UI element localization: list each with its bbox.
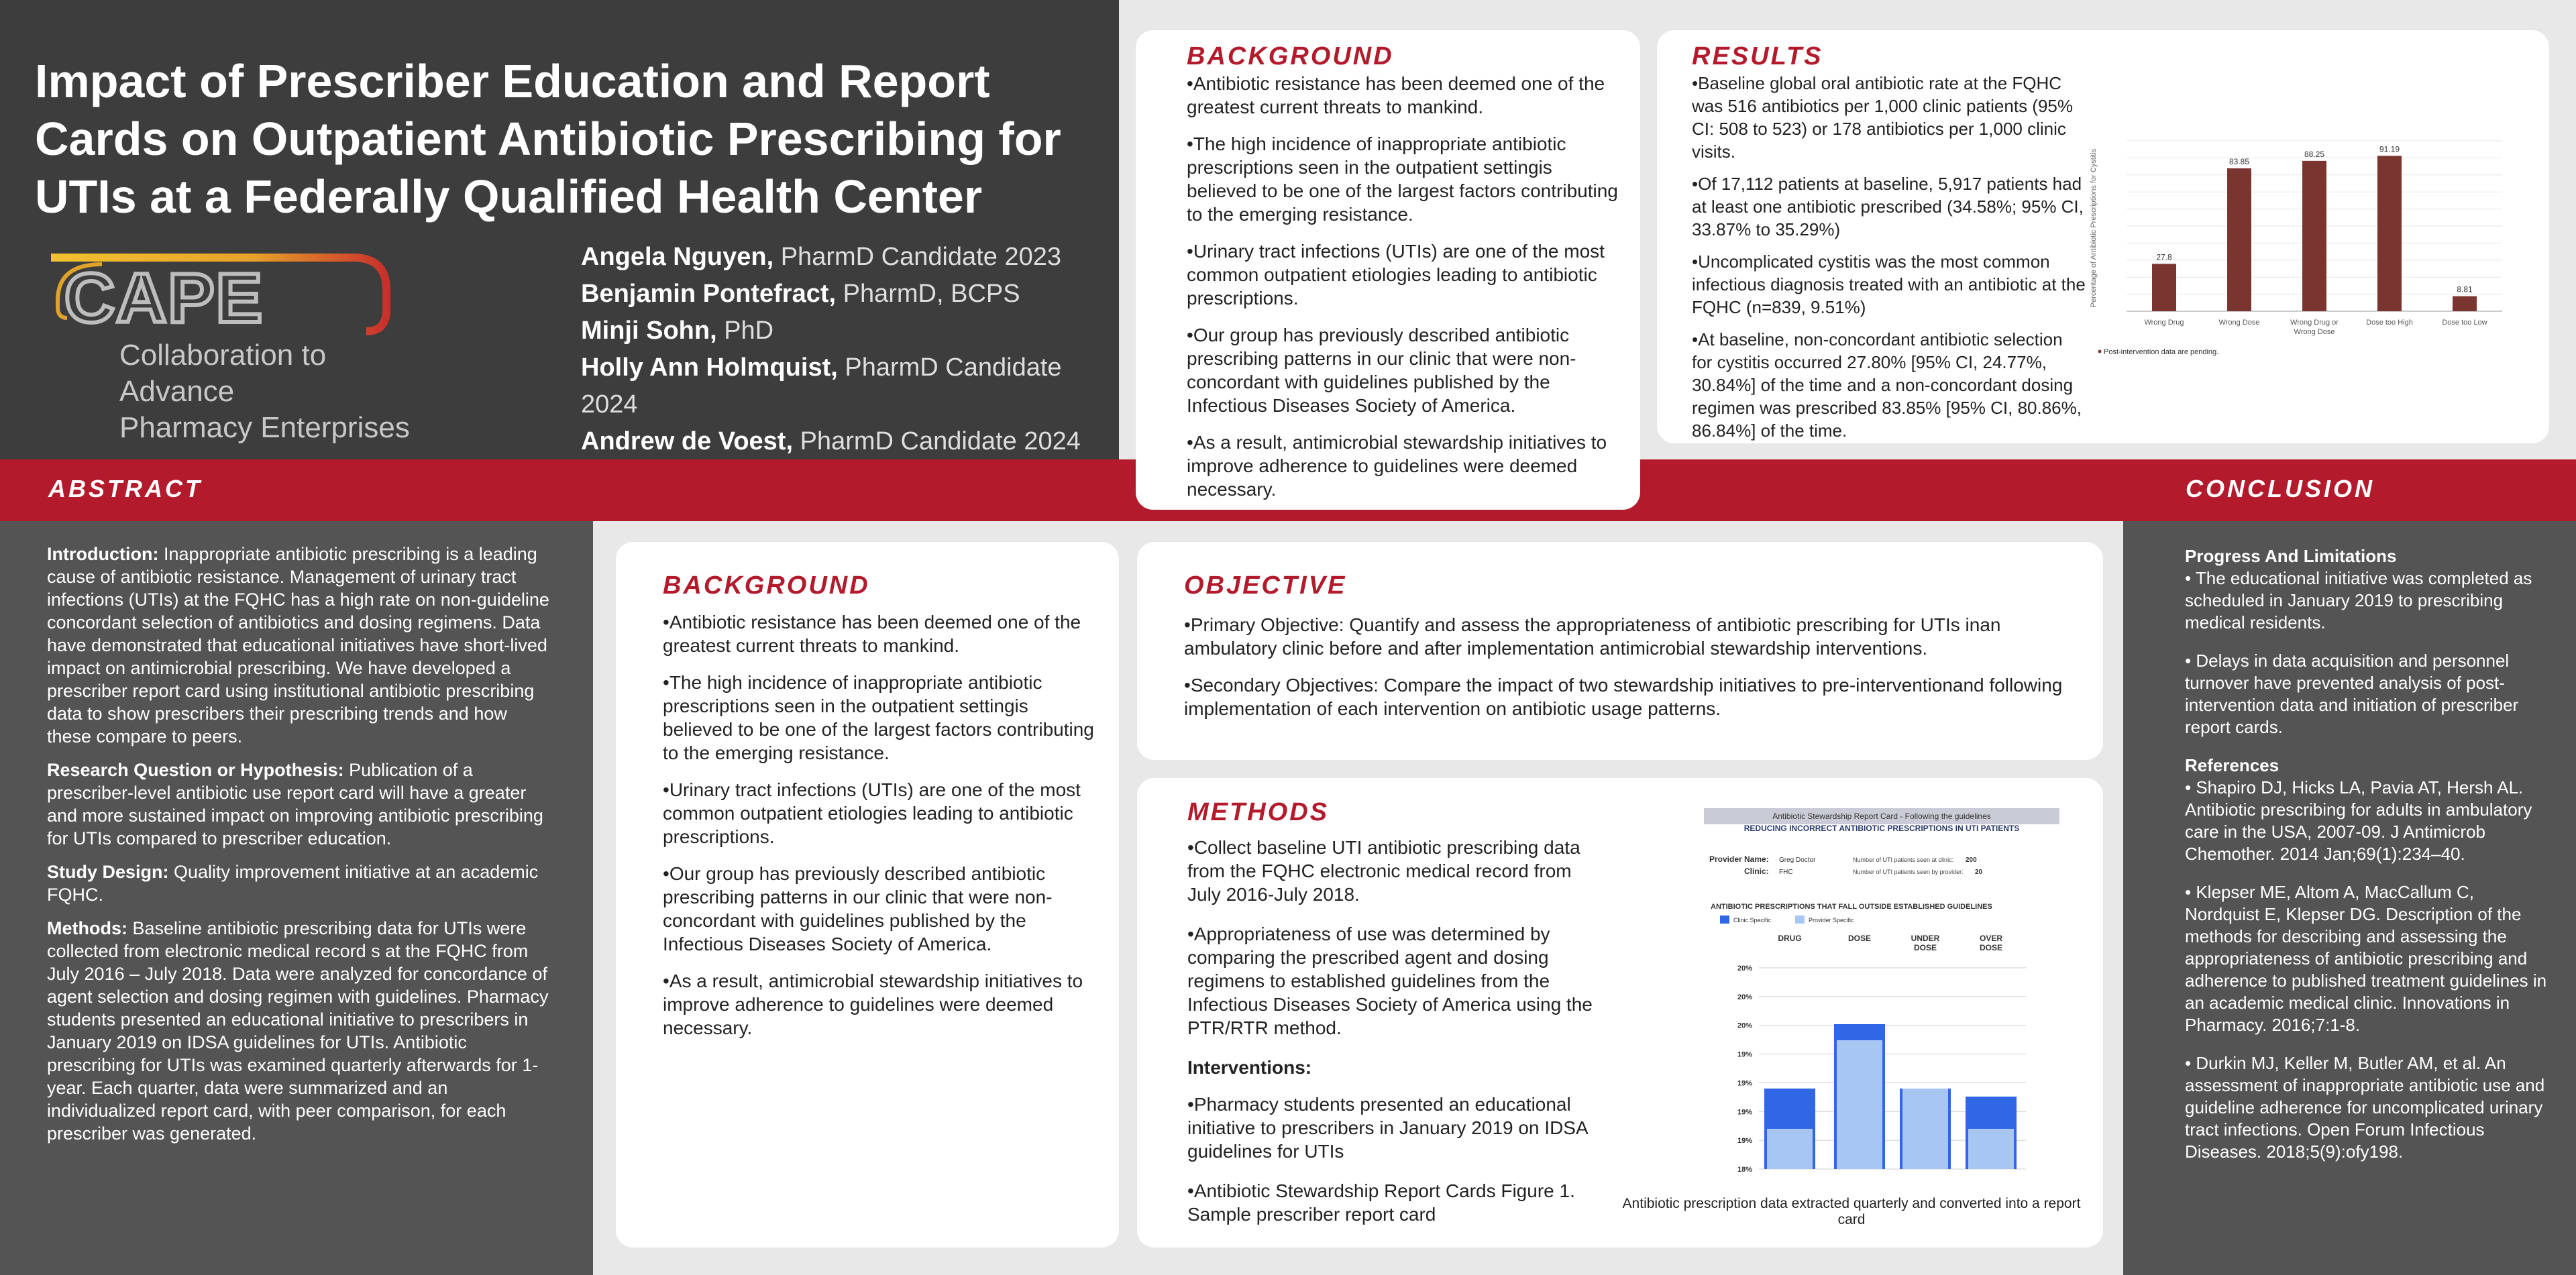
logo-subtitle-line1: Collaboration to Advance (119, 339, 327, 408)
chart-note: Post-intervention data are pending. (2104, 348, 2219, 356)
abstract-study-design: Study Design: Quality improvement initiative at an academic FQHC. (47, 862, 539, 905)
intervention-item: • Pharmacy students presented an educational initiative to prescribers in January 2019 on IDSA guidelines for UTIs (1187, 1093, 1610, 1163)
objective-list (1184, 613, 2076, 720)
col-drug: DRUG (1778, 934, 1802, 943)
author: Andrew de Voest, PharmD Candidate 2024 (581, 427, 1081, 455)
stat1-value: 200 (1966, 856, 1977, 864)
x-tick-label: Dose too Low (2442, 319, 2487, 327)
abstract-research-question: Research Question or Hypothesis: Publication of a prescriber-level antibiotic use report card will have a greater and more sustained impact on improving antibiotic prescribing for UTIs compared to prescriber education. (47, 760, 543, 848)
objective-heading: OBJECTIVE (1184, 571, 1347, 600)
bar (2227, 168, 2251, 311)
results-item: • Of 17,112 patients at baseline, 5,917 patients had at least one antibiotic prescribed (34.58%; 95% CI, 33.87% to 35.29%) (1692, 172, 2088, 241)
conclusion-panel (2123, 521, 2576, 1275)
intervention-item: • Antibiotic Stewardship Report Cards Figure 1. Sample prescriber report card (1187, 1179, 1610, 1226)
data-label: 91.19 (2379, 144, 2400, 154)
data-label: 88.25 (2304, 149, 2325, 159)
background-list (663, 610, 1099, 1040)
bar (2302, 161, 2326, 311)
provider-bar (1968, 1129, 2014, 1169)
data-label: 83.85 (2229, 157, 2250, 167)
abstract-methods: Methods: Baseline antibiotic prescribing data for UTIs were collected from electronic medical record s at the FQHC from July 2016 – July 2018. Data were analyzed for concordance of agent selection and dosing regimen with guidelines. Pharmacy students presented an educational initiative to prescribers in January 2019 on IDSA guidelines for UTIs. Antibiotic prescribing for UTIs was examined quarterly afterwards for 1-year. Each quarter, data were summarized and an individualized report card, with peer comparison, for each prescriber was generated. (47, 918, 549, 1144)
x-tick-label: Wrong Drug (2144, 319, 2184, 327)
author-list (581, 239, 1118, 460)
progress-heading: Progress And Limitations (2185, 546, 2397, 566)
results-item: • Baseline global oral antibiotic rate at the FQHC was 516 antibiotics per 1,000 clinic patients (95% CI: 508 to 523) or 178 antibiotics per 1,000 clinic visits. (1692, 72, 2088, 163)
note-bullet (2098, 350, 2102, 353)
interventions-list (1187, 1093, 1610, 1226)
data-label: 27.8 (2156, 252, 2172, 262)
background-item: • The high incidence of inappropriate antibiotic prescriptions seen in the outpatient settingis believed to be one of the largest factors contributing to the emerging resistance. (1187, 132, 1620, 226)
report-card-header: Antibiotic Stewardship Report Card - Following the guidelines (1772, 812, 1991, 821)
background-item: • Antibiotic resistance has been deemed one of the greatest current threats to mankind. (1187, 72, 1620, 119)
report-card-caption: Antibiotic prescription data extracted quarterly and converted into a report card (1622, 1196, 2081, 1227)
references-heading: References (2185, 755, 2279, 775)
background-item: • Our group has previously described antibiotic prescribing patterns in our clinic that were non-concordant with guidelines published by the Infectious Diseases Society of America. (1187, 323, 1620, 417)
background-item: • Urinary tract infections (UTIs) are one of the most common outpatient etiologies leading to antibiotic prescriptions. (663, 778, 1099, 848)
author: Angela Nguyen, PharmD Candidate 2023 (581, 243, 1061, 271)
objective-item: • Primary Objective: Quantify and assess the appropriateness of antibiotic prescribing for UTIs inan ambulatory clinic before and after implementation antimicrobial stewardship interventions. (1184, 613, 2076, 660)
background-item: • The high incidence of inappropriate antibiotic prescriptions seen in the outpatient settingis believed to be one of the largest factors contributing to the emerging resistance. (663, 671, 1099, 765)
report-chart-title: ANTIBIOTIC PRESCRIPTIONS THAT FALL OUTSIDE ESTABLISHED GUIDELINES (1711, 903, 1992, 911)
logo-subtitle-line2: Pharmacy Enterprises (119, 411, 410, 444)
provider-bar (1902, 1089, 1948, 1169)
x-tick-label: Dose too High (2366, 319, 2413, 327)
abstract-introduction: Introduction: Inappropriate antibiotic prescribing is a leading cause of antibiotic resistance. Management of urinary tract infections (UTIs) at the FQHC has a high rate on non-guideline concordant selection of antibiotics and dosing regimens. Data have demonstrated that educational initiatives have short-lived impact on antimicrobial prescribing. We have developed a prescriber report card using institutional antibiotic prescribing data to show prescribers their prescribing trends and how these compare to peers. (47, 544, 549, 746)
conclusion-item: • The educational initiative was completed as scheduled in January 2019 to prescribing medical residents. (2185, 568, 2532, 632)
background-item: • Urinary tract infections (UTIs) are one of the most common outpatient etiologies leading to antibiotic prescriptions. (1187, 239, 1620, 310)
bar (2152, 264, 2176, 311)
results-bar-chart (2066, 134, 2509, 362)
chart-y-axis-label: Percentage of Antibiotic Prescriptions for Cystitis (2090, 148, 2098, 308)
stat1-label: Number of UTI patients seen at clinic: (1853, 856, 1954, 863)
y-tick-label: 20% (1737, 993, 1752, 1001)
methods-heading: METHODS (1187, 798, 1329, 826)
abstract-heading: ABSTRACT (48, 475, 203, 502)
y-tick-label: 19% (1737, 1050, 1752, 1059)
background-card-top (1136, 30, 1640, 510)
background-item: • As a result, antimicrobial stewardship initiatives to improve adherence to guidelines were deemed necessary. (1187, 431, 1620, 501)
methods-list (1187, 836, 1610, 1040)
y-tick-label: 20% (1737, 964, 1752, 973)
background-item: • Antibiotic resistance has been deemed one of the greatest current threats to mankind. (663, 610, 1099, 657)
bar (2377, 156, 2402, 311)
legend-clinic-swatch (1720, 916, 1729, 924)
col-over: OVER (1979, 934, 2003, 943)
background-card-bottom (616, 542, 1119, 1248)
data-label: 8.81 (2457, 284, 2473, 294)
col-under-2: DOSE (1913, 943, 1937, 952)
results-list (1692, 72, 2088, 442)
report-card-subheader: REDUCING INCORRECT ANTIBIOTIC PRESCRIPTIONS IN UTI PATIENTS (1743, 824, 2020, 833)
interventions-heading: Interventions: (1187, 1057, 1312, 1078)
y-tick-label: 19% (1737, 1137, 1752, 1146)
y-tick-label: 19% (1737, 1108, 1752, 1117)
provider-bar (1837, 1040, 1882, 1169)
clinic-value: FHC (1779, 869, 1793, 876)
background-heading: BACKGROUND (663, 571, 870, 600)
provider-label: Provider Name: (1709, 854, 1769, 864)
objective-item: • Secondary Objectives: Compare the impact of two stewardship initiatives to pre-interventionand following implementation of each intervention on antibiotic usage patterns. (1184, 673, 2076, 720)
col-under: UNDER (1911, 934, 1940, 943)
provider-bar (1767, 1129, 1813, 1169)
report-card-figure (1704, 808, 2059, 1180)
stat2-label: Number of UTI patients seen by provider: (1853, 869, 1964, 875)
author: Benjamin Pontefract, PharmD, BCPS (581, 280, 1020, 308)
col-dose: DOSE (1847, 934, 1872, 943)
legend-provider-label: Provider Specific (1809, 917, 1854, 924)
results-heading: RESULTS (1692, 42, 1823, 70)
x-tick-label: Wrong Drug or Wrong Dose (2290, 319, 2339, 336)
logo-word: CAPE (64, 260, 264, 337)
conclusion-heading: CONCLUSION (2186, 475, 2375, 502)
reference-item: • Shapiro DJ, Hicks LA, Pavia AT, Hersh AL. Antibiotic prescribing for adults in ambulatory care in the USA, 2007-09. J Antimicrob Chemother. 2014 Jan;69(1):234–40. (2185, 777, 2532, 864)
bar (2453, 296, 2477, 311)
y-tick-label: 19% (1737, 1079, 1752, 1088)
methods-item: • Collect baseline UTI antibiotic prescribing data from the FQHC electronic medical record from July 2016-July 2018. (1187, 836, 1610, 906)
y-tick-label: 20% (1737, 1021, 1752, 1030)
results-item: • Uncomplicated cystitis was the most common infectious diagnosis treated with an antibiotic at the FQHC (n=839, 9.51%) (1692, 250, 2088, 319)
stat2-value: 20 (1975, 869, 1983, 876)
logo-subtitle (119, 337, 441, 446)
author: Holly Ann Holmquist, PharmD Candidate 2024 (581, 353, 1062, 419)
background-heading: BACKGROUND (1187, 42, 1394, 70)
background-list (1187, 72, 1620, 501)
background-item: • As a result, antimicrobial stewardship initiatives to improve adherence to guidelines were deemed necessary. (663, 969, 1099, 1040)
author: Minji Sohn, PhD (581, 317, 774, 345)
background-item: • Our group has previously described antibiotic prescribing patterns in our clinic that were non-concordant with guidelines published by the Infectious Diseases Society of America. (663, 862, 1099, 956)
methods-item: • Appropriateness of use was determined by comparing the prescribed agent and dosing regimens to established guidelines from the Infectious Diseases Society of America using the PTR/RTR method. (1187, 922, 1610, 1040)
clinic-label: Clinic: (1744, 867, 1769, 876)
y-tick-label: 18% (1737, 1166, 1752, 1174)
col-over-2: DOSE (1979, 943, 2003, 952)
abstract-panel (0, 521, 593, 1275)
x-tick-label: Wrong Dose (2218, 319, 2260, 327)
results-item: • At baseline, non-concordant antibiotic selection for cystitis occurred 27.80% [95% CI, 24.77%, 30.84%] of the time and a non-concordant dosing regimen was prescribed 83.85% [95% CI, 80.86%, 86.84%] of the time. (1692, 328, 2088, 442)
legend-provider-swatch (1795, 916, 1805, 924)
objective-card (1137, 542, 2103, 760)
legend-clinic-label: Clinic Specific (1733, 917, 1772, 924)
provider-value: Greg Doctor (1779, 856, 1816, 864)
poster-title: Impact of Prescriber Education and Report Cards on Outpatient Antibiotic Prescribing for UTIs at a Federally Qualified Health Center (35, 55, 1061, 223)
reference-item: • Durkin MJ, Keller M, Butler AM, et al. An assessment of inappropriate antibiotic use and guideline adherence for uncomplicated urinary tract infections. Open Forum Infectious Diseases. 2018;5(9):ofy198. (2185, 1053, 2545, 1162)
conclusion-item: • Delays in data acquisition and personnel turnover have prevented analysis of post-intervention data and initiation of prescriber report cards. (2185, 651, 2519, 737)
reference-item: • Klepser ME, Altom A, MacCallum C, Nordquist E, Klepser DG. Description of the methods for describing and assessing the appropriateness of antibiotic prescribing and adherence to published treatment guidelines in an academic medical clinic. Innovations in Pharmacy. 2016;7:1-8. (2185, 882, 2547, 1035)
